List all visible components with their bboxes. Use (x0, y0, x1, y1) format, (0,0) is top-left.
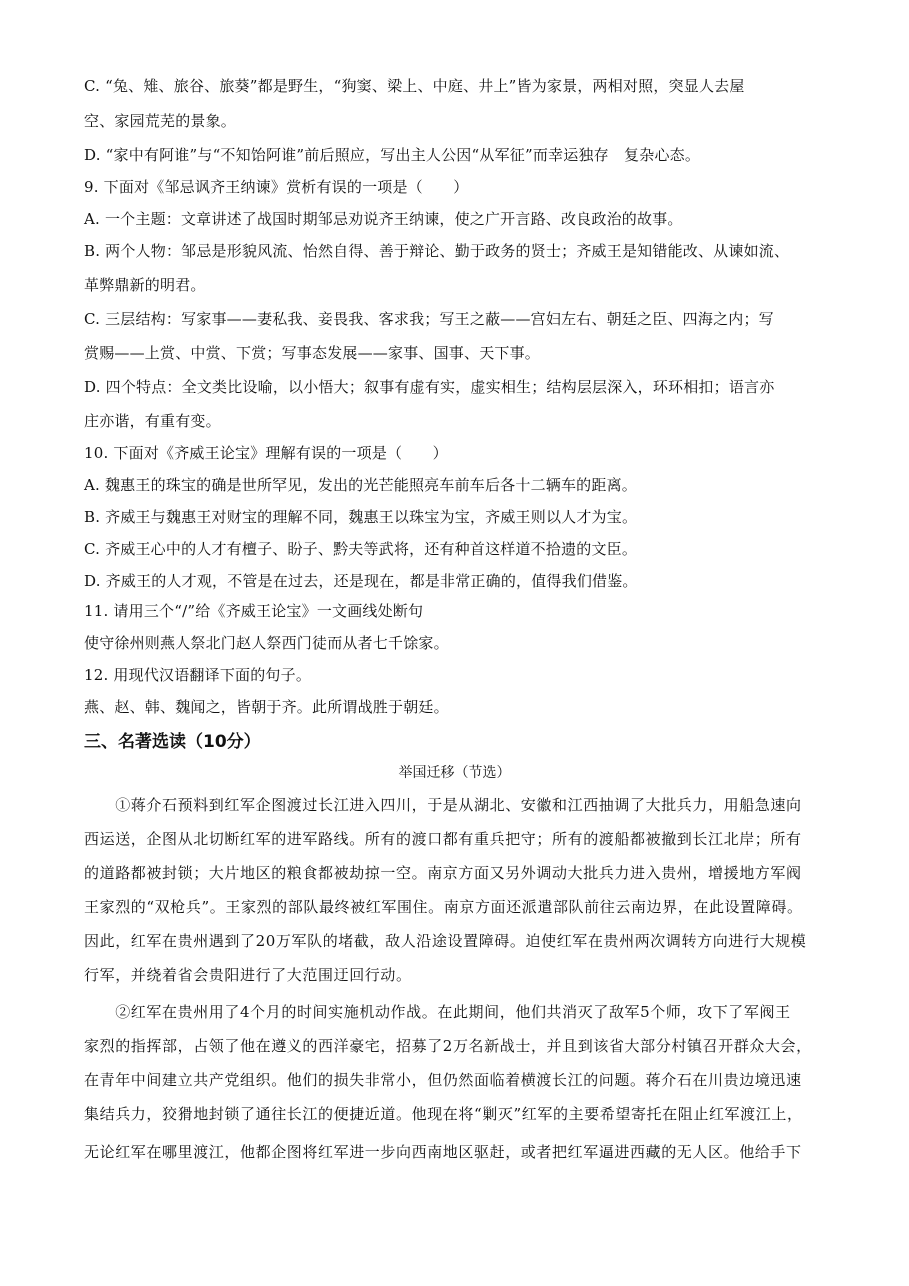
text-line: 赏赐——上赏、中赏、下赏；写事态发展——家事、国事、天下事。 (84, 344, 541, 362)
passage-line: 行军，并绕着省会贵阳进行了大范围迂回行动。 (84, 966, 412, 984)
passage-line: 集结兵力，狡猾地封锁了通往长江的便捷近道。他现在将“剿灭”红军的主要希望寄托在阻止红军渡江上， (84, 1105, 803, 1123)
passage-line: ①蒋介石预料到红军企图渡过长江进入四川，于是从湖北、安徽和江西抽调了大批兵力，用船急速向 (84, 796, 802, 814)
passage-line: 王家烈的“双枪兵”。王家烈的部队最终被红军围住。南京方面还派遣部队前往云南边界，在此设置障碍。 (84, 898, 803, 916)
punctuation-passage: 使守徐州则燕人祭北门赵人祭西门徒而从者七千馀家。 (84, 634, 449, 652)
question-10: 10. 下面对《齐威王论宝》理解有误的一项是（ ） (84, 444, 448, 462)
option-c: C. 齐威王心中的人才有檀子、盼子、黔夫等武将，还有种首这样道不拾遗的文臣。 (84, 540, 638, 558)
passage-line: 在青年中间建立共产党组织。他们的损失非常小，但仍然面临着横渡长江的问题。蒋介石在川贵边境迅速 (84, 1071, 802, 1089)
section-heading: 三、名著选读（10分） (84, 732, 261, 752)
option-a: A. 魏惠王的珠宝的确是世所罕见，发出的光芒能照亮车前车后各十二辆车的距离。 (84, 476, 637, 494)
translate-sentence: 燕、赵、韩、魏闻之，皆朝于齐。此所谓战胜于朝廷。 (84, 698, 449, 716)
question-9: 9. 下面对《邹忌讽齐王纳谏》赏析有误的一项是（ ） (84, 178, 469, 196)
question-11: 11. 请用三个“/”给《齐威王论宝》一文画线处断句 (84, 602, 424, 620)
text-line: C. “兔、雉、旅谷、旅葵”都是野生，“狗窦、梁上、中庭、井上”皆为家景，两相对照，突显人去屋 (84, 77, 745, 95)
option-c: C. 三层结构：写家事——妻私我、妾畏我、客求我；写王之蔽——宫妇左右、朝廷之臣、四海之内；写 (84, 310, 774, 328)
passage-line: 西运送，企图从北切断红军的进军路线。所有的渡口都有重兵把守；所有的渡船都被撤到长江北岸；所有 (84, 830, 802, 848)
option-a: A. 一个主题：文章讲述了战国时期邹忌劝说齐王纳谏，使之广开言路、改良政治的故事。 (84, 210, 683, 228)
option-b: B. 两个人物：邹忌是形貌风流、怡然自得、善于辩论、勤于政务的贤士；齐威王是知错能改、从谏如流、 (84, 242, 790, 260)
passage-line: 因此，红军在贵州遇到了20万军队的堵截，敌人沿途设置障碍。迫使红军在贵州两次调转方向进行大规模 (84, 932, 807, 950)
text-line: 革弊鼎新的明君。 (84, 276, 206, 294)
option-d: D. 齐威王的人才观，不管是在过去，还是现在，都是非常正确的，值得我们借鉴。 (84, 572, 638, 590)
passage-line: 无论红军在哪里渡江，他都企图将红军进一步向西南地区驱赶，或者把红军逼进西藏的无人区。他给手下 (84, 1143, 802, 1161)
passage-line: ②红军在贵州用了4个月的时间实施机动作战。在此期间，他们共消灭了敌军5个师，攻下了军阀王 (84, 1003, 791, 1021)
question-12: 12. 用现代汉语翻译下面的句子。 (84, 666, 312, 684)
passage-title: 举国迁移（节选） (398, 765, 511, 781)
passage-line: 家烈的指挥部，占领了他在遵义的西洋豪宅，招募了2万名新战士，并且到该省大部分村镇召开群众大会， (84, 1037, 812, 1055)
text-line: D. “家中有阿谁”与“不知饴阿谁”前后照应，写出主人公因“从军征”而幸运独存 复杂心态。 (84, 146, 701, 164)
passage-line: 的道路都被封锁；大片地区的粮食都被劫掠一空。南京方面又另外调动大批兵力进入贵州，增援地方军阀 (84, 864, 802, 882)
text-line: 空、家园荒芜的景象。 (84, 112, 237, 130)
option-d: D. 四个特点：全文类比设喻，以小悟大；叙事有虚有实，虚实相生；结构层层深入，环环相扣；语言亦 (84, 378, 775, 396)
text-line: 庄亦谐，有重有变。 (84, 412, 221, 430)
option-b: B. 齐威王与魏惠王对财宝的理解不同，魏惠王以珠宝为宝，齐威王则以人才为宝。 (84, 508, 638, 526)
